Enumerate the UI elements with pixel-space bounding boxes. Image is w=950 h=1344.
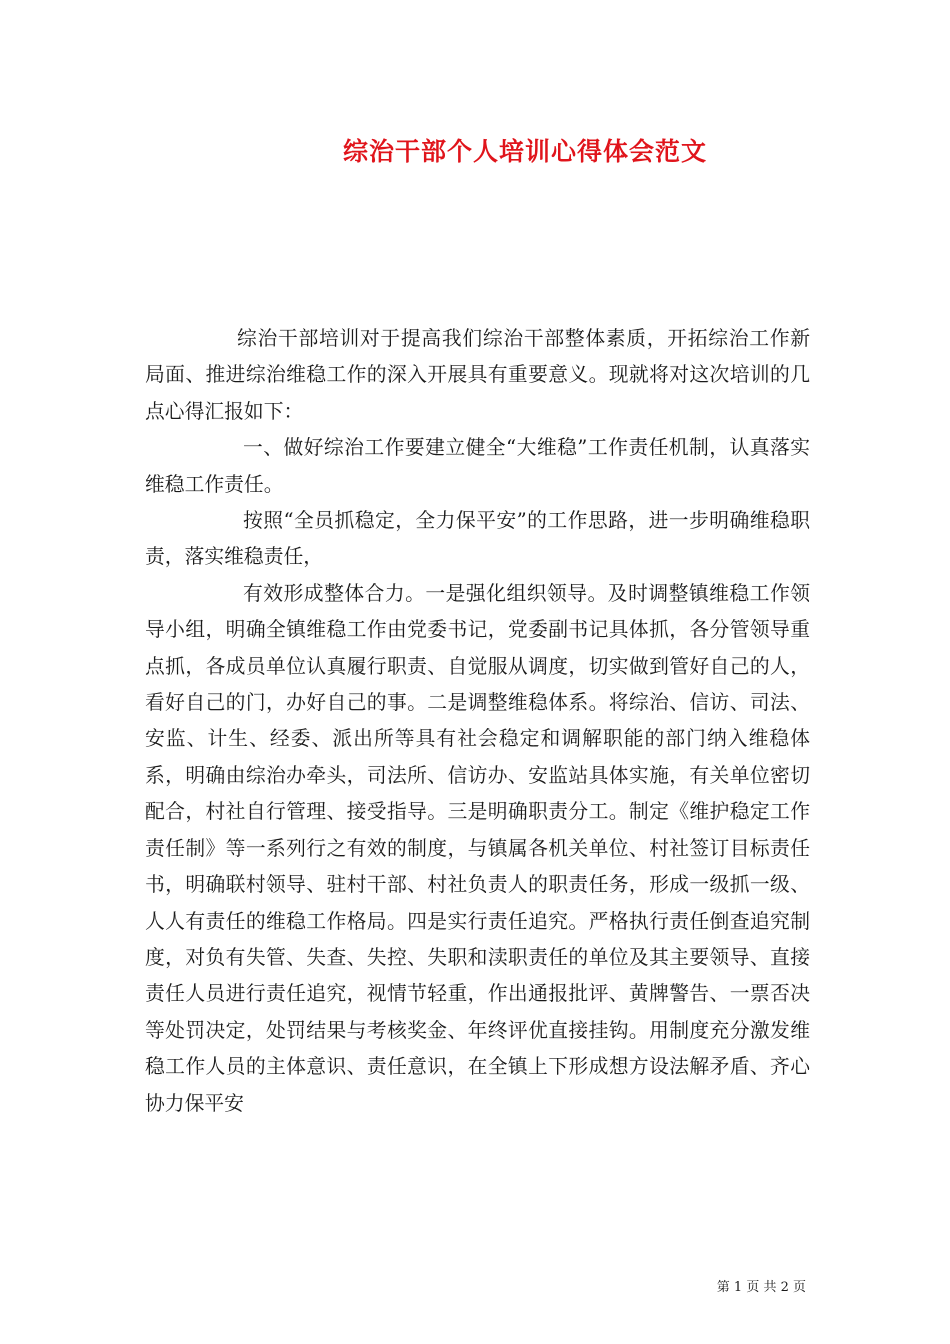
paragraph-approach: 按照“全员抓稳定，全力保平安”的工作思路，进一步明确维稳职责，落实维稳责任， [145,509,810,569]
document-body [145,321,810,1122]
paragraph-section-one-heading: 一、做好综治工作要建立健全“大维稳”工作责任机制，认真落实维稳工作责任。 [145,436,810,496]
paragraph-measures: 有效形成整体合力。一是强化组织领导。及时调整镇维稳工作领导小组，明确全镇维稳工作由党委书记，党委副书记具体抓，各分管领导重点抓，各成员单位认真履行职责、自觉服从调度，切实做到管好自己的人，看好自己的门，办好自己的事。二是调整维稳体系。将综治、信访、司法、安监、计生、经委、派出所等具有社会稳定和调解职能的部门纳入维稳体系，明确由综治办牵头，司法所、信访办、安监站具体实施，有关单位密切配合，村社自行管理、接受指导。三是明确职责分工。制定《维护稳定工作责任制》等一系列行之有效的制度，与镇属各机关单位、村社签订目标责任书，明确联村领导、驻村干部、村社负责人的职责任务，形成一级抓一级、人人有责任的维稳工作格局。四是实行责任追究。严格执行责任倒查追究制度，对负有失管、失查、失控、失职和渎职责任的单位及其主要领导、直接责任人员进行责任追究，视情节轻重，作出通报批评、黄牌警告、一票否决等处罚决定，处罚结果与考核奖金、年终评优直接挂钩。用制度充分激发维稳工作人员的主体意识、责任意识，在全镇上下形成想方设法解矛盾、齐心协力保平安 [145,581,810,1115]
page-number-footer: 第 1 页 共 2 页 [716,1280,806,1295]
paragraph-intro: 综治干部培训对于提高我们综治干部整体素质，开拓综治工作新局面、推进综治维稳工作的深入开展具有重要意义。现就将对这次培训的几点心得汇报如下： [145,327,810,423]
document-title: 综治干部个人培训心得体会范文 [342,137,707,166]
